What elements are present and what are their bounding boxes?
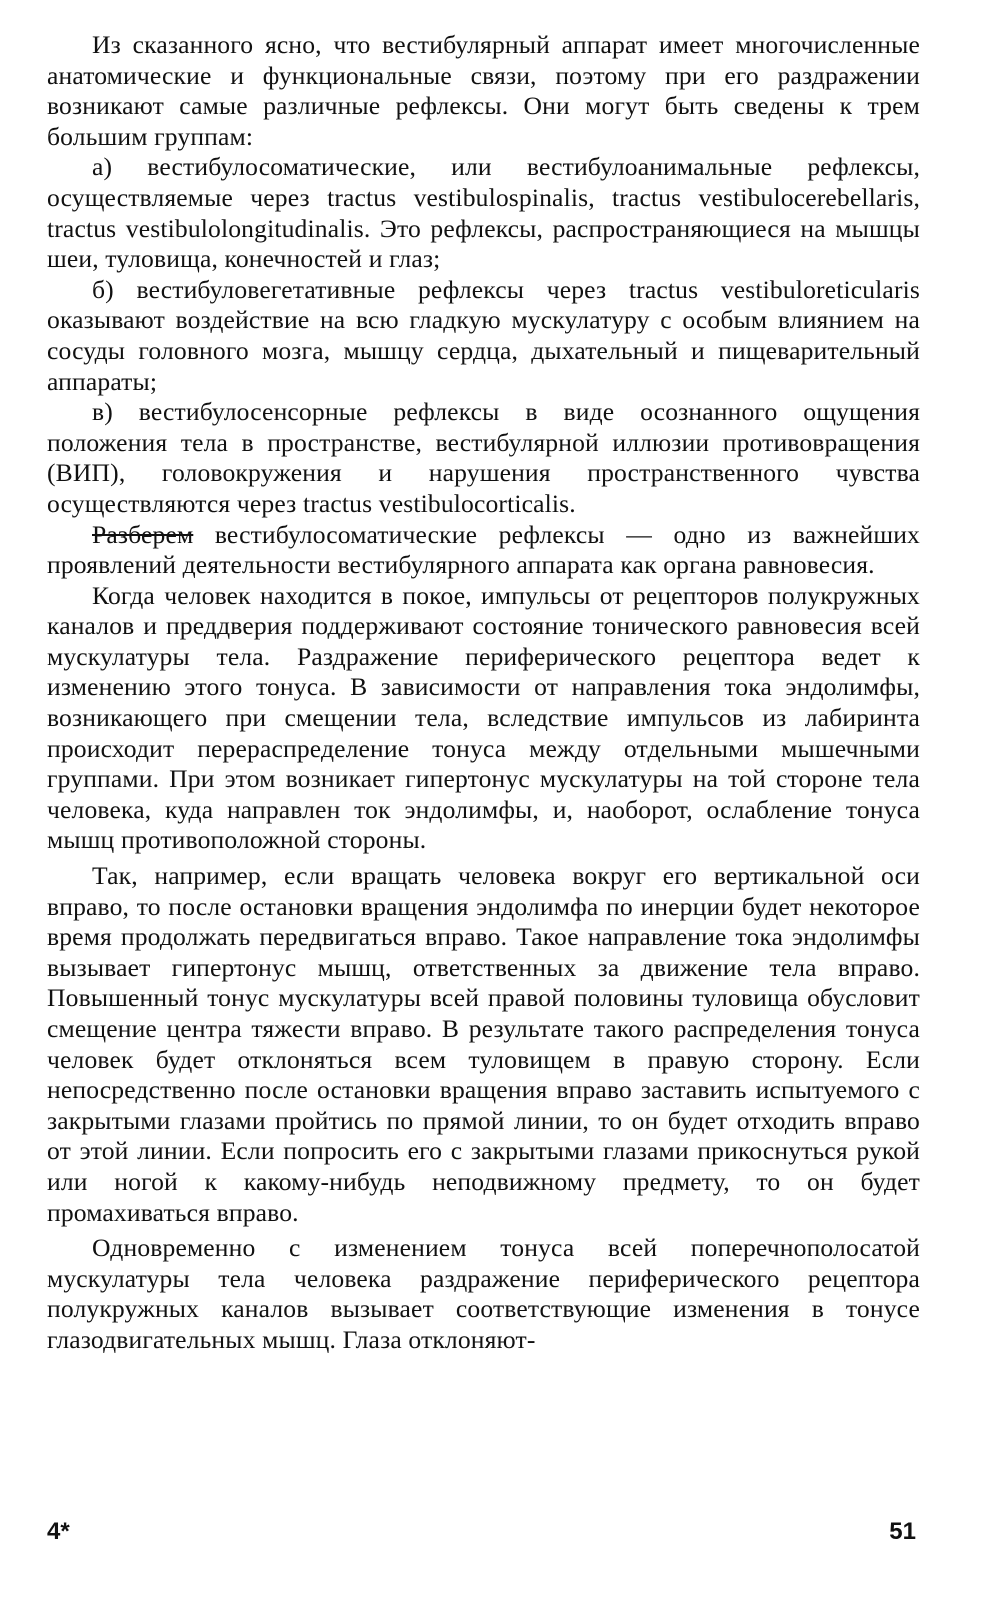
struck-word: Разберем (92, 519, 194, 549)
signature-mark: 4* (47, 1518, 70, 1545)
paragraph-eye-muscles: Одновременно с изменением тонуса всей поперечнополосатой мускулатуры тела человека раздражение периферического рецептора полукружных каналов вызывает соответствующие изменения в тонусе глазодвигательных мышц. Глаза отклоняют- (47, 1233, 920, 1354)
paragraph-intro: Из сказанного ясно, что вестибулярный аппарат имеет многочисленные анатомические и функциональные связи, поэтому при его раздражении возникают самые различные рефлексы. Они могут быть сведены к трем большим группам: (47, 30, 920, 151)
paragraph-vestibulosomatic (47, 520, 920, 581)
paragraph-reflex-group-c: в) вестибулосенсорные рефлексы в виде осознанного ощущения положения тела в пространстве, вестибулярной иллюзии противовращения (ВИП), головокружения и нарушения пространственного чувства осуществляются через tractus vestibulocorticalis. (47, 397, 920, 518)
paragraph-rest-state: Когда человек находится в покое, импульсы от рецепторов полукружных каналов и преддверия поддерживают состояние тонического равновесия всей мускулатуры тела. Раздражение периферического рецептора ведет к изменению этого тонуса. В зависимости от направления тока эндолимфы, возникающего при смещении тела, вследствие импульсов из лабиринта происходит перераспределение тонуса между отдельными мышечными группами. При этом возникает гипертонус мускулатуры на той стороне тела человека, куда направлен ток эндолимфы, и, наоборот, ослабление тонуса мышц противоположной стороны. (47, 580, 920, 855)
paragraph-reflex-group-b: б) вестибуловегетативные рефлексы через tractus vestibuloreticularis оказывают воздействие на всю гладкую мускулатуру с особым влиянием на сосуды головного мозга, мышцу сердца, дыхательный и пищеварительный аппараты; (47, 274, 920, 396)
paragraph-vestibulosomatic-text: вестибулосоматические рефлексы — одно из важнейших проявлений деятельности вестибулярного аппарата как органа равновесия. (47, 519, 920, 580)
page-number: 51 (889, 1518, 916, 1545)
book-page (47, 30, 920, 1575)
paragraph-rotation-example: Так, например, если вращать человека вокруг его вертикальной оси вправо, то после остановки вращения эндолимфа по инерции будет некоторое время продолжать передвигаться вправо. Такое направление тока эндолимфы вызывает гипертонус мышц, ответственных за движение тела вправо. Повышенный тонус мускулатуры всей правой половины туловища обусловит смещение центра тяжести вправо. В результате такого распределения тонуса человек будет отклоняться всем туловищем в правую сторону. Если непосредственно после остановки вращения вправо заставить испытуемого с закрытыми глазами пройтись по прямой линии, то он будет отходить вправо от этой линии. Если попросить его с закрытыми глазами прикоснуться рукой или ногой к какому-нибудь неподвижному предмету, то он будет промахиваться вправо. (47, 861, 920, 1227)
paragraph-reflex-group-a: а) вестибулосоматические, или вестибулоанимальные рефлексы, осуществляемые через tractus vestibulospinalis, tractus vestibulocerebellaris, tractus vestibulolongitudinalis. Это рефлексы, распространяющиеся на мышцы шеи, туловища, конечностей и глаз; (47, 152, 920, 274)
page-footer (47, 1518, 920, 1552)
